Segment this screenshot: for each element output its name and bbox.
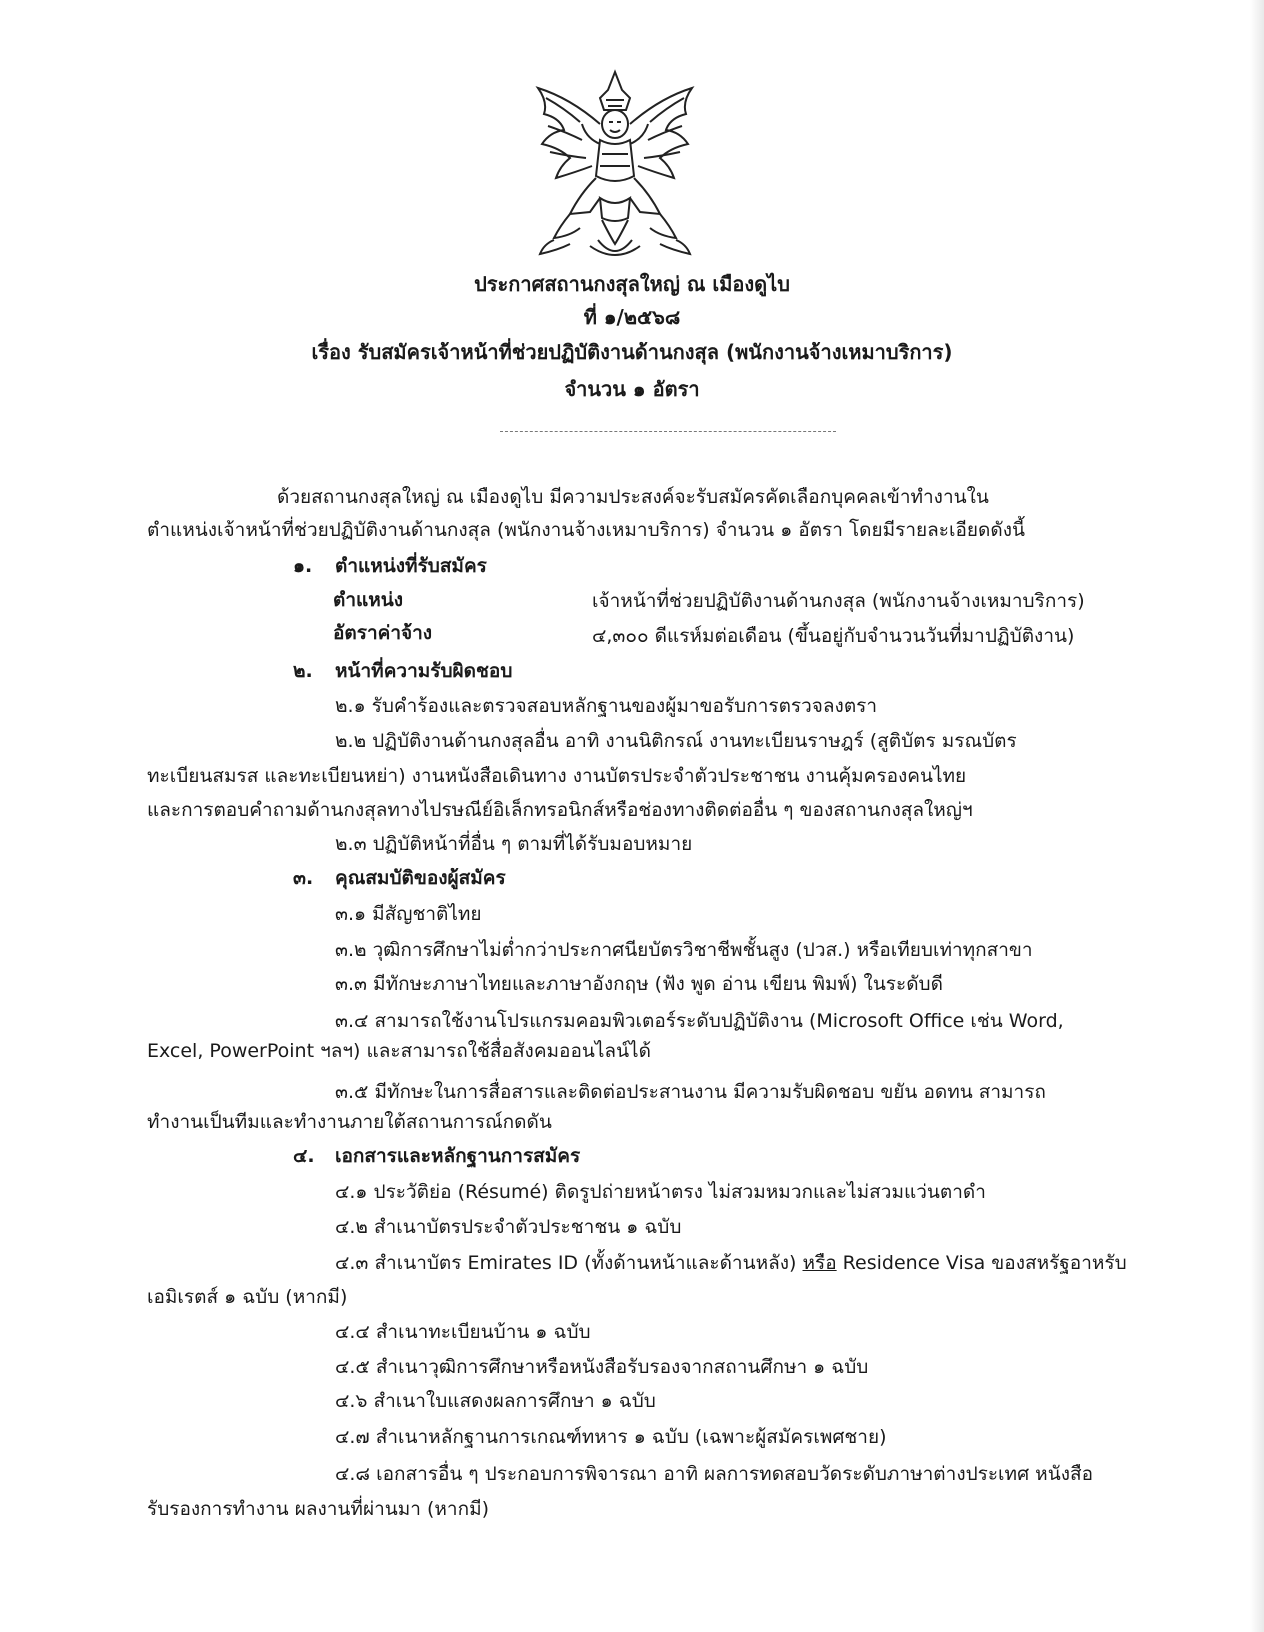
section-heading: ตำแหน่งที่รับสมัคร [335,555,487,577]
position-value: เจ้าหน้าที่ช่วยปฏิบัติงานด้านกงสุล (พนักงานจ้างเหมาบริการ) [592,590,1085,612]
list-item: ๔.๒ สำเนาบัตรประจำตัวประชาชน ๑ ฉบับ [335,1216,682,1238]
section-number: ๔. [293,1145,315,1167]
list-item: ๓.๓ มีทักษะภาษาไทยและภาษาอังกฤษ (ฟัง พูด อ่าน เขียน พิมพ์) ในระดับดี [335,973,943,995]
title-divider [500,431,836,432]
list-item [335,1254,1127,1273]
position-label: ตำแหน่ง [333,589,404,611]
announcement-subject: เรื่อง รับสมัครเจ้าหน้าที่ช่วยปฏิบัติงานด้านกงสุล (พนักงานจ้างเหมาบริการ) [311,340,953,364]
list-item: ๓.๒ วุฒิการศึกษาไม่ต่ำกว่าประกาศนียบัตรวิชาชีพชั้นสูง (ปวส.) หรือเทียบเท่าทุกสาขา [335,939,1033,961]
or-emphasis: หรือ [802,1252,837,1274]
intro-line: ด้วยสถานกงสุลใหญ่ ณ เมืองดูไบ มีความประสงค์จะรับสมัครคัดเลือกบุคคลเข้าทำงานใน [277,486,989,508]
list-item: ทะเบียนสมรส และทะเบียนหย่า) งานหนังสือเดินทาง งานบัตรประจำตัวประชาชน งานคุ้มครองคนไทย [147,765,967,787]
wage-label: อัตราค่าจ้าง [333,622,433,644]
list-item: ๔.๘ เอกสารอื่น ๆ ประกอบการพิจารณา อาทิ ผลการทดสอบวัดระดับภาษาต่างประเทศ หนังสือ [335,1463,1093,1485]
list-item-text: Residence Visa ของสหรัฐอาหรับ [836,1252,1127,1274]
list-item: Excel, PowerPoint ฯลฯ) และสามารถใช้สื่อสังคมออนไลน์ได้ [147,1040,651,1062]
list-item: ๒.๑ รับคำร้องและตรวจสอบหลักฐานของผู้มาขอรับการตรวจลงตรา [335,695,878,717]
section-number: ๒. [293,660,313,682]
list-item: และการตอบคำถามด้านกงสุลทางไปรษณีย์อิเล็กทรอนิกส์หรือช่องทางติดต่ออื่น ๆ ของสถานกงสุลใหญ่ฯ [147,799,973,821]
section-heading: หน้าที่ความรับผิดชอบ [335,660,513,682]
list-item: ๔.๗ สำเนาหลักฐานการเกณฑ์ทหาร ๑ ฉบับ (เฉพาะผู้สมัครเพศชาย) [335,1426,887,1448]
section-heading: คุณสมบัติของผู้สมัคร [335,867,506,889]
list-item: ๔.๖ สำเนาใบแสดงผลการศึกษา ๑ ฉบับ [335,1390,656,1412]
list-item: ๔.๕ สำเนาวุฒิการศึกษาหรือหนังสือรับรองจากสถานศึกษา ๑ ฉบับ [335,1356,869,1378]
announcement-title: ประกาศสถานกงสุลใหญ่ ณ เมืองดูไบ [474,272,790,296]
list-item: ๒.๒ ปฏิบัติงานด้านกงสุลอื่น อาทิ งานนิติกรณ์ งานทะเบียนราษฎร์ (สูติบัตร มรณบัตร [335,730,1017,752]
section-number: ๑. [293,555,313,577]
list-item: ๓.๕ มีทักษะในการสื่อสารและติดต่อประสานงาน มีความรับผิดชอบ ขยัน อดทน สามารถ [335,1081,1046,1103]
list-item: รับรองการทำงาน ผลงานที่ผ่านมา (หากมี) [147,1498,490,1520]
list-item: ๒.๓ ปฏิบัติหน้าที่อื่น ๆ ตามที่ได้รับมอบหมาย [335,833,693,855]
announcement-quantity: จำนวน ๑ อัตรา [564,377,700,401]
section-number: ๓. [293,867,314,889]
list-item: เอมิเรตส์ ๑ ฉบับ (หากมี) [147,1286,348,1308]
announcement-number: ที่ ๑/๒๕๖๘ [583,305,681,329]
list-item: ๓.๑ มีสัญชาติไทย [335,903,482,925]
list-item: ทำงานเป็นทีมและทำงานภายใต้สถานการณ์กดดัน [147,1111,552,1133]
wage-value: ๔,๓๐๐ ดีแรห์มต่อเดือน (ขึ้นอยู่กับจำนวนวันที่มาปฏิบัติงาน) [592,625,1075,647]
list-item: ๓.๔ สามารถใช้งานโปรแกรมคอมพิวเตอร์ระดับปฏิบัติงาน (Microsoft Office เช่น Word, [335,1010,1064,1032]
section-heading: เอกสารและหลักฐานการสมัคร [335,1145,581,1167]
list-item-text: ๔.๓ สำเนาบัตร Emirates ID (ทั้งด้านหน้าและด้านหลัง) [335,1252,803,1274]
intro-line: ตำแหน่งเจ้าหน้าที่ช่วยปฏิบัติงานด้านกงสุล (พนักงานจ้างเหมาบริการ) จำนวน ๑ อัตรา โดยมีรายละเอียดดังนี้ [147,519,1025,541]
garuda-emblem-icon [530,68,700,264]
scan-edge-shadow [1250,0,1264,1632]
list-item: ๔.๑ ประวัติย่อ (Résumé) ติดรูปถ่ายหน้าตรง ไม่สวมหมวกและไม่สวมแว่นตาดำ [335,1181,986,1203]
list-item: ๔.๔ สำเนาทะเบียนบ้าน ๑ ฉบับ [335,1321,591,1343]
